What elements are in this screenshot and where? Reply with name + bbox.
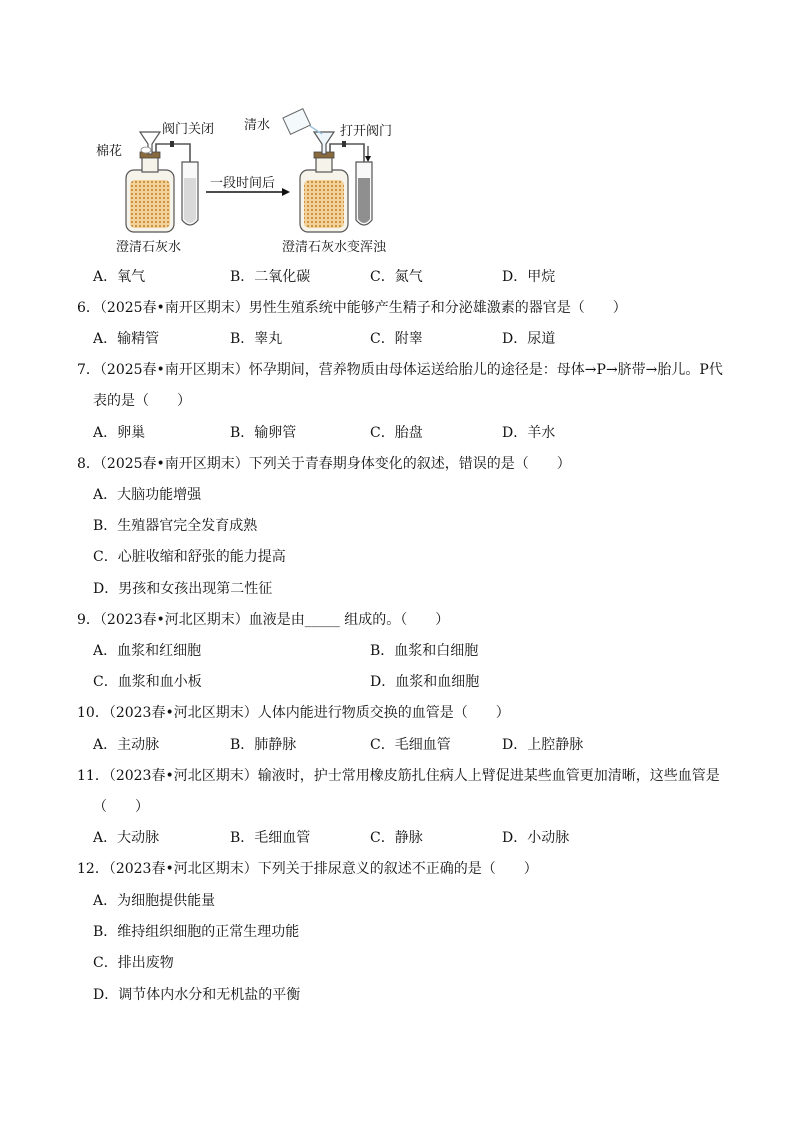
q5-option-b: B．二氧化碳 (230, 269, 311, 285)
q12-option-d: D．调节体内水分和无机盐的平衡 (93, 987, 301, 1003)
left-apparatus (126, 132, 198, 232)
q12-option-a: A．为细胞提供能量 (93, 893, 216, 909)
q12-stem: 12．（2023春•河北区期末）下列关于排尿意义的叙述不正确的是（ ） (77, 861, 538, 877)
q8-stem: 8．（2025春•南开区期末）下列关于青春期身体变化的叙述，错误的是（ ） (77, 456, 571, 472)
q10-option-d: D．上腔静脉 (502, 737, 584, 753)
q8-option-a: A．大脑功能增强 (93, 487, 202, 503)
q10-option-b: B．肺静脉 (230, 737, 297, 753)
q7-option-b: B．输卵管 (230, 425, 297, 441)
q9-option-c: C．血浆和血小板 (93, 674, 202, 690)
q6-option-c: C．附睾 (370, 331, 423, 347)
q10-option-a: A．主动脉 (93, 737, 160, 753)
q9-option-a: A．血浆和红细胞 (93, 643, 202, 659)
q11-stem-line1: 11．（2023春•河北区期末）输液时，护士常用橡皮筋扎住病人上臂促进某些血管更加清晰，这些血管是 (77, 768, 720, 784)
q8-option-b: B．生殖器官完全发育成熟 (93, 518, 258, 534)
q5-option-a: A．氧气 (93, 269, 146, 285)
q6-option-a: A．输精管 (93, 331, 160, 347)
q7-option-d: D．羊水 (502, 425, 556, 441)
q7-option-c: C．胎盘 (370, 425, 423, 441)
q11-option-b: B．毛细血管 (230, 830, 311, 846)
q11-stem-line2: （ ） (93, 799, 149, 815)
q9-option-d: D．血浆和血细胞 (370, 674, 480, 690)
label-valve-closed: 阀门关闭 (162, 122, 215, 137)
label-valve-open: 打开阀门 (340, 124, 393, 139)
label-limewater-turbid: 澄清石灰水变浑浊 (282, 240, 387, 255)
q8-option-c: C．心脏收缩和舒张的能力提高 (93, 549, 286, 565)
q9-stem: 9．（2023春•河北区期末）血液是由_____ 组成的。（ ） (77, 612, 450, 628)
experiment-figure (86, 108, 406, 256)
q6-stem: 6．（2025春•南开区期末）男性生殖系统中能够产生精子和分泌雄激素的器官是（ ） (77, 300, 627, 316)
q8-option-d: D．男孩和女孩出现第二性征 (93, 581, 273, 597)
label-cotton: 棉花 (96, 144, 123, 159)
q6-option-b: B．睾丸 (230, 331, 283, 347)
q7-stem-line2: 表的是（ ） (93, 393, 191, 409)
label-after-time: 一段时间后 (210, 176, 276, 191)
q5-option-c: C．氮气 (370, 269, 423, 285)
q11-option-c: C．静脉 (370, 830, 423, 846)
q9-option-b: B．血浆和白细胞 (370, 643, 479, 659)
q7-stem-line1: 7．（2025春•南开区期末）怀孕期间，营养物质由母体运送给胎儿的途径是：母体→P→脐带→胎儿。P代 (77, 362, 723, 378)
q10-option-c: C．毛细血管 (370, 737, 451, 753)
label-water: 清水 (244, 118, 271, 133)
q7-option-a: A．卵巢 (93, 425, 146, 441)
q11-option-a: A．大动脉 (93, 830, 160, 846)
label-limewater: 澄清石灰水 (116, 240, 182, 255)
q11-option-d: D．小动脉 (502, 830, 570, 846)
q10-stem: 10．（2023春•河北区期末）人体内能进行物质交换的血管是（ ） (77, 705, 510, 721)
q12-option-c: C．排出废物 (93, 955, 174, 971)
q12-option-b: B．维持组织细胞的正常生理功能 (93, 924, 300, 940)
q5-option-d: D．甲烷 (502, 269, 556, 285)
q6-option-d: D．尿道 (502, 331, 556, 347)
